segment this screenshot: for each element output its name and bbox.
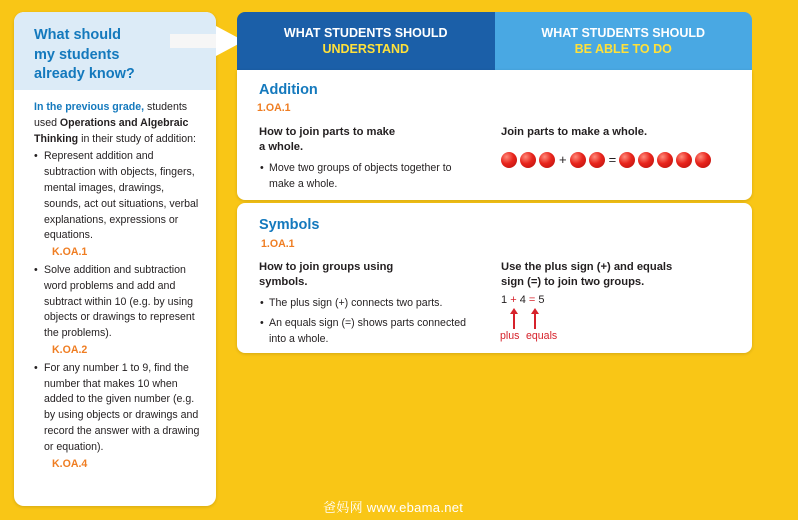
counter-ball [638, 152, 654, 168]
bullet-dot: • [34, 361, 38, 374]
section-title: Symbols [259, 217, 320, 233]
understand-header [237, 12, 495, 70]
list-item [34, 361, 202, 473]
symbols-panel [237, 203, 752, 353]
header-accent: BE ABLE TO DO [574, 42, 672, 56]
bullet-point [260, 296, 443, 312]
item-text: For any number 1 to 9, find the number that makes 10 when added to the given number (e.g. by using objects or drawings and record the answer with a drawing or equation). [44, 361, 200, 453]
title-line: What should [34, 27, 121, 43]
list-item [34, 149, 202, 261]
title-line: already know? [34, 66, 135, 82]
do-line: Use the plus sign (+) and equals [501, 261, 673, 273]
equals-sign: = [528, 294, 536, 306]
counter-ball [589, 152, 605, 168]
plus-sign: + [510, 294, 517, 306]
equals-pointer-arrow [534, 313, 536, 329]
header-line: WHAT STUDENTS SHOULD [283, 26, 448, 40]
counter-ball [501, 152, 517, 168]
intro-text: students used [34, 101, 188, 129]
plus-label: plus [500, 330, 520, 342]
bullet-dot: • [34, 150, 38, 163]
counter-ball [539, 152, 555, 168]
bullet-line: Move two groups of objects together to [269, 162, 452, 174]
header-line: WHAT STUDENTS SHOULD [541, 26, 706, 40]
equals-label: equals [526, 330, 558, 342]
item-text: Represent addition and subtraction with objects, fingers, mental images, drawings, sounds, act out situations, verbal explanations, expressions or equations. [44, 150, 199, 242]
column-headers [237, 12, 752, 70]
prior-knowledge-card [14, 12, 216, 506]
intro-paragraph [34, 100, 202, 147]
bullet-dot: • [260, 297, 264, 309]
intro-text: in their study of addition: [78, 132, 196, 145]
equals-sign: = [608, 152, 617, 168]
bullet-line: An equals sign (=) shows parts connected [269, 317, 466, 329]
bullet-dot: • [260, 317, 264, 329]
question-line: How to join groups using [259, 261, 394, 273]
bullet-line: into a whole. [269, 332, 329, 345]
plus-sign: + [559, 152, 567, 168]
bullet-dot: • [260, 162, 264, 174]
counter-ball [695, 152, 711, 168]
able-to-do-text [501, 260, 672, 290]
addend: 1 [501, 294, 508, 306]
bullet-line: The plus sign (+) connects two parts. [269, 297, 443, 309]
bullet-line: make a whole. [269, 177, 338, 190]
question-line: a whole. [259, 141, 304, 153]
prior-knowledge-body [14, 90, 216, 472]
intro-bold: Operations and Algebraic Thinking [34, 116, 189, 145]
section-title: Addition [259, 82, 318, 98]
standard-code: 1.OA.1 [257, 102, 291, 114]
able-to-do-text: Join parts to make a whole. [501, 126, 648, 138]
bullet-point [260, 316, 466, 347]
sum: 5 [538, 294, 545, 306]
bullet-point [260, 161, 452, 192]
counter-ball [676, 152, 692, 168]
addition-panel [237, 70, 752, 200]
question-line: How to join parts to make [259, 126, 396, 138]
counter-ball [520, 152, 536, 168]
number-sentence [501, 294, 545, 306]
counter-ball [657, 152, 673, 168]
do-line: sign (=) to join two groups. [501, 276, 645, 288]
standard-code: 1.OA.1 [261, 238, 295, 250]
list-item [34, 263, 202, 359]
standard-code: K.OA.2 [52, 343, 88, 356]
addend: 4 [519, 294, 526, 306]
standard-code: K.OA.4 [52, 457, 88, 470]
title-line: my students [34, 46, 120, 63]
prior-skills-list [34, 149, 202, 472]
watermark-text: 爸妈网 www.ebama.net [323, 500, 464, 515]
understand-question [259, 125, 395, 155]
plus-pointer-arrow [513, 313, 515, 329]
header-accent: UNDERSTAND [322, 42, 410, 56]
question-line: symbols. [259, 276, 308, 288]
bullet-dot: • [34, 263, 38, 276]
counter-ball [570, 152, 586, 168]
intro-highlight: In the previous grade, [34, 101, 145, 113]
standard-code: K.OA.1 [52, 246, 88, 259]
counter-addition-model [501, 151, 714, 168]
item-text: Solve addition and subtraction word problems and add and subtract within 10 (e.g. by using objects or drawings to represent the problems). [44, 263, 195, 340]
understand-question [259, 260, 393, 290]
able-to-do-header [495, 12, 753, 70]
counter-ball [619, 152, 635, 168]
